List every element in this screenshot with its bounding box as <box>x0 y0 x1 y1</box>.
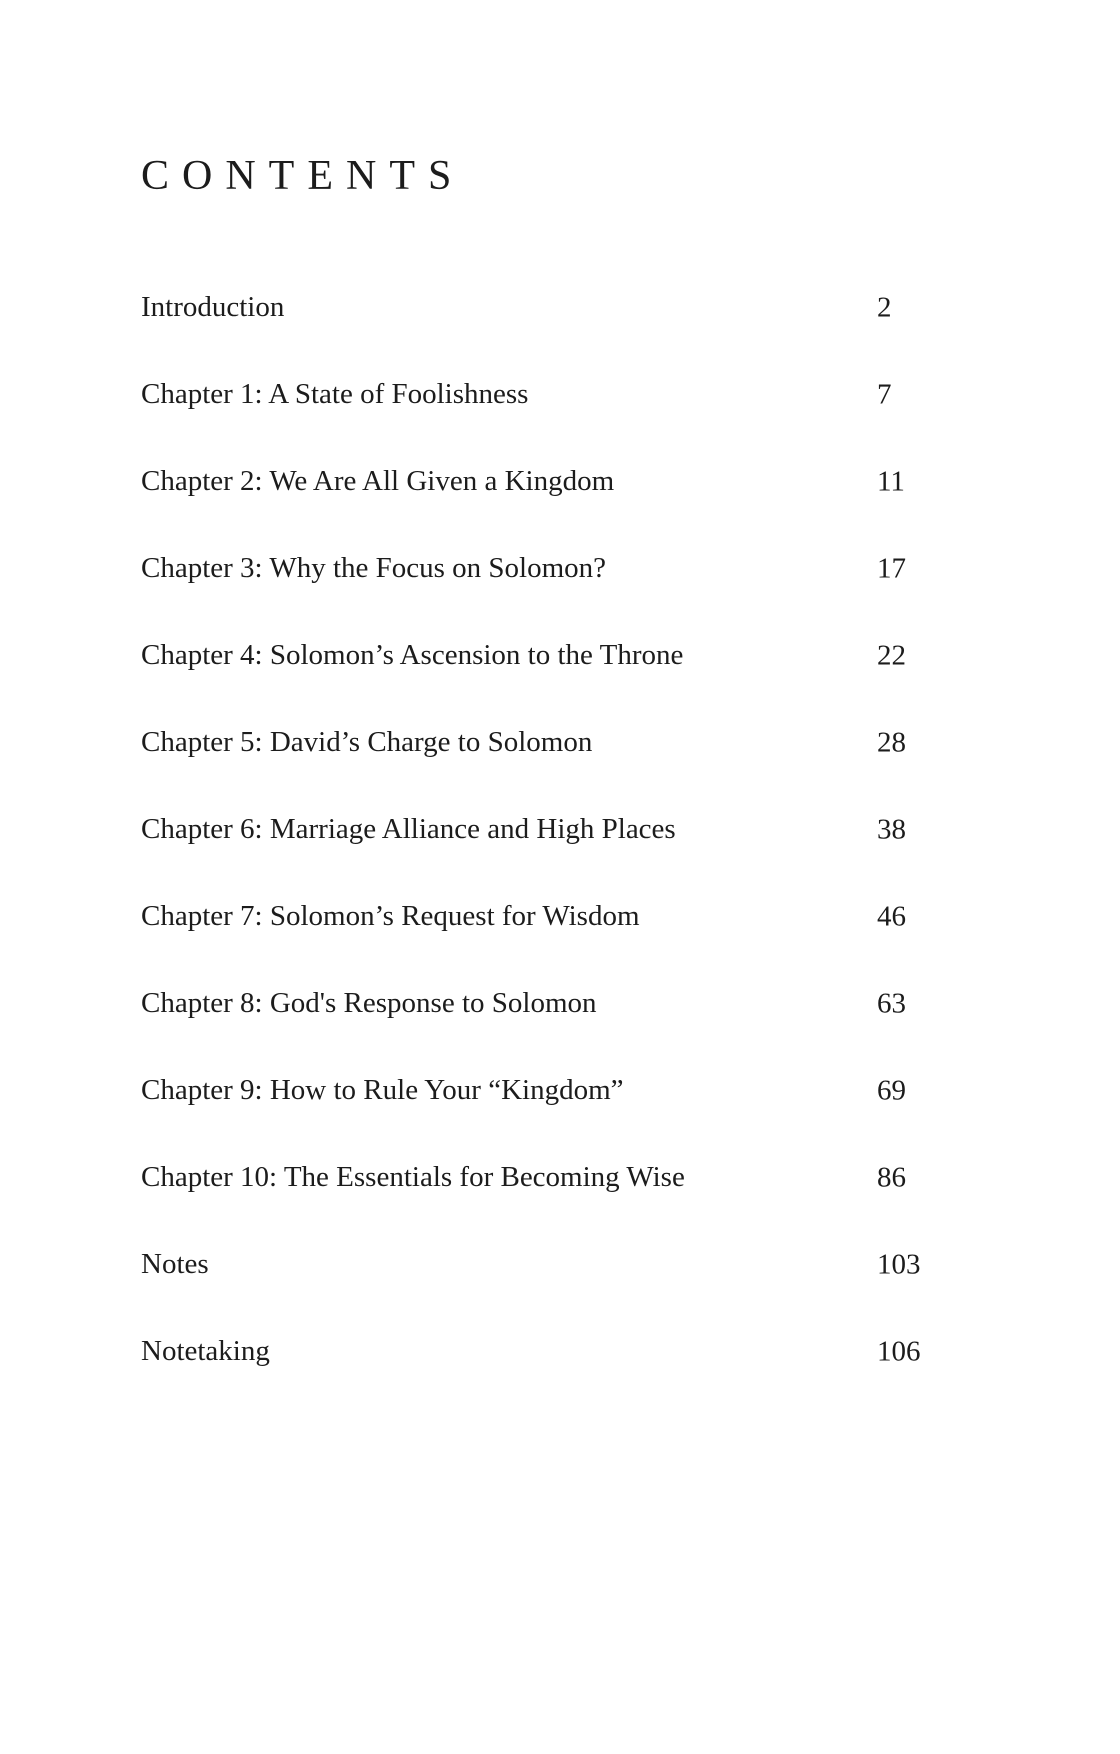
toc-entry-page-number: 46 <box>877 900 906 933</box>
toc-entry <box>141 612 1120 699</box>
toc-entry-label: Chapter 3: Why the Focus on Solomon? <box>141 552 607 585</box>
toc-entry-label: Chapter 9: How to Rule Your “Kingdom” <box>141 1074 624 1107</box>
toc-entry-page-number: 17 <box>877 552 906 585</box>
toc-entry <box>141 1221 1120 1308</box>
toc-entry-page-number: 63 <box>877 987 906 1020</box>
toc-entry <box>141 351 1120 438</box>
toc-entry <box>141 525 1120 612</box>
toc-entry-page-number: 106 <box>877 1335 921 1368</box>
toc-entry <box>141 873 1120 960</box>
toc-list <box>141 264 1120 1395</box>
toc-entry-label: Chapter 7: Solomon’s Request for Wisdom <box>141 900 640 933</box>
toc-entry-label: Chapter 8: God's Response to Solomon <box>141 987 597 1020</box>
toc-entry <box>141 960 1120 1047</box>
toc-entry-label: Chapter 2: We Are All Given a Kingdom <box>141 465 615 498</box>
toc-entry-label: Introduction <box>141 291 285 324</box>
toc-entry-page-number: 22 <box>877 639 906 672</box>
toc-entry <box>141 1047 1120 1134</box>
page-title: CONTENTS <box>141 153 465 199</box>
toc-entry <box>141 264 1120 351</box>
toc-entry-page-number: 28 <box>877 726 906 759</box>
toc-entry-label: Notes <box>141 1248 209 1281</box>
toc-entry <box>141 699 1120 786</box>
toc-entry-page-number: 2 <box>877 291 892 324</box>
toc-entry-page-number: 86 <box>877 1161 906 1194</box>
toc-entry <box>141 1134 1120 1221</box>
toc-entry-page-number: 69 <box>877 1074 906 1107</box>
toc-entry <box>141 786 1120 873</box>
toc-entry-label: Chapter 10: The Essentials for Becoming Wise <box>141 1161 685 1194</box>
toc-entry <box>141 1308 1120 1395</box>
toc-entry-label: Notetaking <box>141 1335 270 1368</box>
toc-entry-page-number: 38 <box>877 813 906 846</box>
toc-entry-page-number: 11 <box>877 465 905 498</box>
toc-entry-label: Chapter 1: A State of Foolishness <box>141 378 529 411</box>
toc-entry <box>141 438 1120 525</box>
toc-entry-page-number: 103 <box>877 1248 921 1281</box>
toc-entry-page-number: 7 <box>877 378 892 411</box>
toc-entry-label: Chapter 6: Marriage Alliance and High Places <box>141 813 676 846</box>
toc-entry-label: Chapter 5: David’s Charge to Solomon <box>141 726 593 759</box>
toc-entry-label: Chapter 4: Solomon’s Ascension to the Throne <box>141 639 684 672</box>
